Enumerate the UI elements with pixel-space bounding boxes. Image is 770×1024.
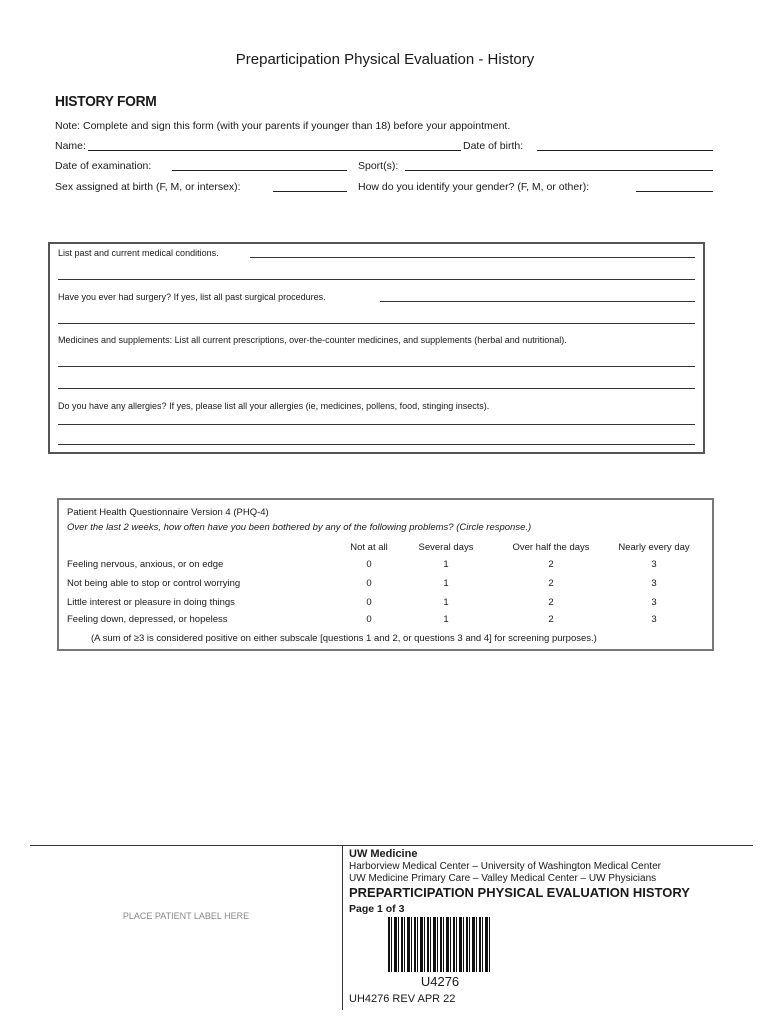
surgery-line-1[interactable] [380,301,695,302]
org-line-2: UW Medicine Primary Care – Valley Medical Center – UW Physicians [349,873,657,884]
medicines-line-2[interactable] [58,388,695,389]
footer-vertical-divider [342,845,343,1010]
phq-instruction: Over the last 2 weeks, how often have you been bothered by any of the following problems? (Circle response.) [67,522,532,533]
medical-history-box [48,242,705,454]
exam-date-label: Date of examination: [55,160,152,172]
medicines-line-1[interactable] [58,366,695,367]
phq-option[interactable]: 3 [651,614,657,625]
phq-option[interactable]: 3 [651,578,657,589]
phq-option[interactable]: 3 [651,597,657,608]
name-label: Name: [55,140,86,152]
phq-option[interactable]: 2 [548,614,554,625]
phq-row-label: Not being able to stop or control worrying [67,578,241,589]
phq-option[interactable]: 1 [443,614,449,625]
phq-option[interactable]: 1 [443,559,449,570]
phq-option[interactable]: 3 [651,559,657,570]
phq-footnote: (A sum of ≥3 is considered positive on either subscale [questions 1 and 2, or questions 3 and 4] for screening purposes.) [91,633,597,644]
phq-title: Patient Health Questionnaire Version 4 (PHQ-4) [67,507,269,518]
footer-divider [30,845,753,846]
col-several-days: Several days [418,542,474,553]
exam-date-field[interactable] [172,160,347,171]
sex-field[interactable] [273,181,347,192]
phq-option[interactable]: 0 [366,559,372,570]
surgery-label: Have you ever had surgery? If yes, list all past surgical procedures. [58,292,326,302]
org-line-1: Harborview Medical Center – University of Washington Medical Center [349,861,661,872]
sports-label: Sport(s): [358,160,399,172]
gender-label: How do you identify your gender? (F, M, or other): [358,181,590,193]
form-title: PREPARTICIPATION PHYSICAL EVALUATION HISTORY [349,885,690,900]
surgery-line-2[interactable] [58,323,695,324]
barcode-image [388,917,492,972]
allergies-label: Do you have any allergies? If yes, please list all your allergies (ie, medicines, pollens, food, stinging insects). [58,401,490,411]
dob-field[interactable] [537,140,713,151]
sex-label: Sex assigned at birth (F, M, or intersex): [55,181,241,193]
phq4-box [57,498,714,651]
org-name: UW Medicine [349,848,418,860]
form-heading: HISTORY FORM [55,93,157,110]
conditions-line-2[interactable] [58,279,695,280]
sports-field[interactable] [405,160,713,171]
medicines-label: Medicines and supplements: List all current prescriptions, over-the-counter medicines, and supplements (herbal and nutritional). [58,335,567,345]
gender-field[interactable] [636,181,713,192]
dob-label: Date of birth: [463,140,524,152]
col-over-half: Over half the days [512,542,590,553]
barcode-text: U4276 [420,974,460,989]
allergies-line-1[interactable] [58,424,695,425]
patient-label-area: PLACE PATIENT LABEL HERE [122,911,250,921]
phq-row-label: Little interest or pleasure in doing things [67,597,235,608]
phq-option[interactable]: 2 [548,597,554,608]
phq-option[interactable]: 1 [443,578,449,589]
col-not-at-all: Not at all [350,542,388,553]
col-nearly-every-day: Nearly every day [618,542,690,553]
phq-option[interactable]: 2 [548,578,554,589]
instructions-note: Note: Complete and sign this form (with your parents if younger than 18) before your appointment. [55,120,511,132]
conditions-label: List past and current medical conditions. [58,248,219,258]
page-title: Preparticipation Physical Evaluation - History [235,51,535,68]
phq-option[interactable]: 0 [366,597,372,608]
name-field[interactable] [88,140,461,151]
phq-option[interactable]: 2 [548,559,554,570]
revision-code: UH4276 REV APR 22 [349,993,456,1005]
conditions-line-1[interactable] [250,257,695,258]
phq-option[interactable]: 0 [366,614,372,625]
allergies-line-2[interactable] [58,444,695,445]
phq-row-label: Feeling nervous, anxious, or on edge [67,559,224,570]
page-number: Page 1 of 3 [349,903,405,915]
phq-row-label: Feeling down, depressed, or hopeless [67,614,228,625]
phq-option[interactable]: 1 [443,597,449,608]
phq-option[interactable]: 0 [366,578,372,589]
